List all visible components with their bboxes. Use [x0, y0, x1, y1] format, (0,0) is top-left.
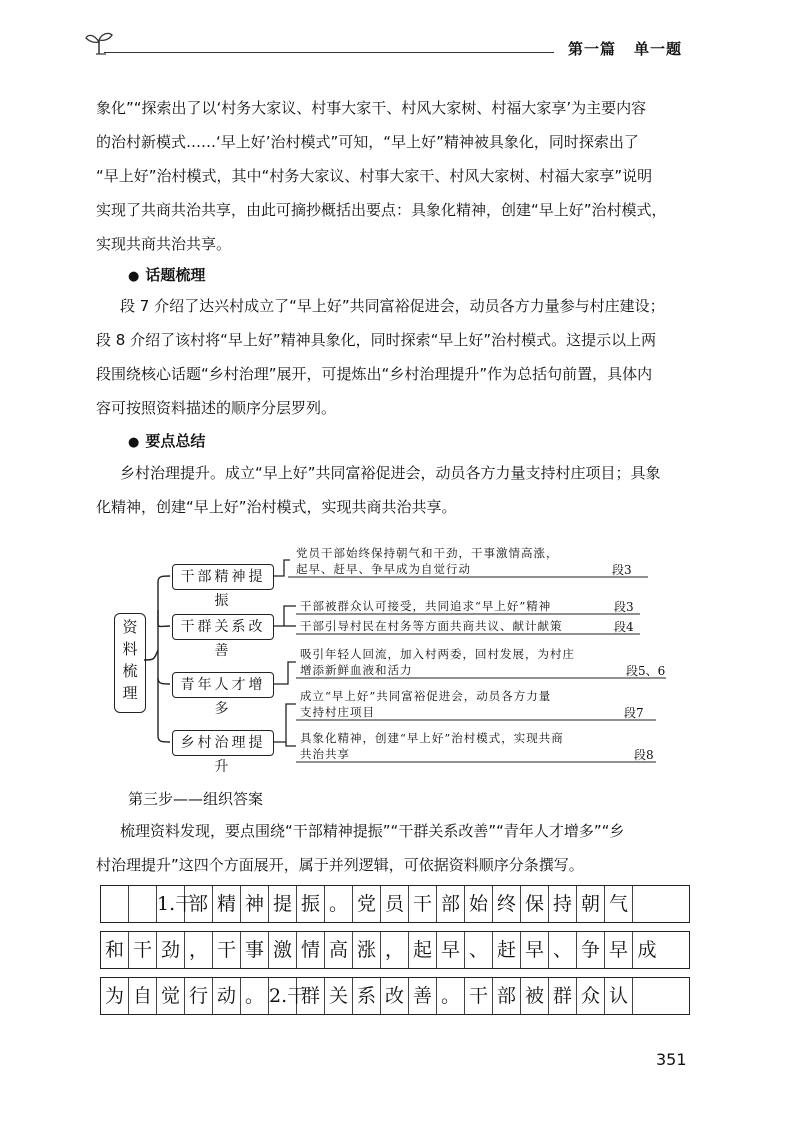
grid-cell: 。 — [437, 978, 465, 1014]
grid-cell: 2.干 — [269, 978, 297, 1014]
mind-map-ref: 段3 — [612, 563, 632, 577]
paragraph-4 — [96, 814, 690, 882]
mind-map-node: 干群关系改善 — [172, 614, 274, 640]
mind-map-leaf — [300, 598, 551, 614]
grid-cell: 终 — [493, 886, 521, 922]
grid-cell: 神 — [241, 886, 269, 922]
paragraph-1 — [96, 91, 690, 261]
text-line: 村治理提升”这四个方面展开，属于并列逻辑，可依据资料顺序分条撰写。 — [96, 856, 584, 874]
mind-map-ref: 段4 — [614, 620, 634, 634]
grid-cell: 始 — [465, 886, 493, 922]
text-line: 容可按照资料描述的顺序分层罗列。 — [96, 399, 337, 417]
leaf-line: 共治共享 — [300, 747, 350, 761]
paragraph-2 — [96, 289, 690, 425]
leaf-line: 增添新鲜血液和活力 — [300, 663, 413, 677]
grid-cell: 早 — [605, 932, 633, 968]
grid-cell: 朝 — [577, 886, 605, 922]
mind-map-root-label: 资料梳理 — [122, 618, 138, 702]
grid-row-3 — [100, 977, 690, 1015]
grid-cell: 涨 — [353, 932, 381, 968]
grid-cell: 提 — [269, 886, 297, 922]
grid-cell — [633, 886, 661, 922]
grid-cell: 、 — [465, 932, 493, 968]
grid-cell: 行 — [185, 978, 213, 1014]
grid-cell: 党 — [353, 886, 381, 922]
leaf-line: 成立“早上好”共同富裕促进会，动员各方力量 — [300, 689, 552, 703]
grid-cell: 员 — [381, 886, 409, 922]
grid-cell: 。 — [325, 886, 353, 922]
text-line: 化精神，创建“早上好”治村模式，实现共商共治共享。 — [96, 498, 457, 516]
grid-cell: 情 — [297, 932, 325, 968]
mind-map — [100, 540, 700, 775]
grid-cell — [129, 886, 157, 922]
grid-cell: 众 — [577, 978, 605, 1014]
grid-cell: 部 — [493, 978, 521, 1014]
text-line: 乡村治理提升。成立“早上好”共同富裕促进会，动员各方力量支持村庄项目；具象 — [120, 464, 661, 482]
leaf-line: 吸引年轻人回流，加入村两委，回村发展，为村庄 — [300, 647, 575, 661]
leaf-line: 具象化精神，创建“早上好”治村模式，实现共商 — [300, 731, 564, 745]
grid-cell: 早 — [521, 932, 549, 968]
mind-map-leaf — [300, 618, 563, 634]
grid-row-2 — [100, 931, 690, 969]
grid-cell: 持 — [549, 886, 577, 922]
grid-cell: 改 — [381, 978, 409, 1014]
mind-map-ref: 段7 — [624, 706, 644, 720]
mind-map-leaf — [300, 646, 575, 678]
grid-cell: 善 — [409, 978, 437, 1014]
mind-map-node: 青年人才增多 — [172, 672, 274, 698]
bullet-heading-summary: ● 要点总结 — [128, 430, 205, 451]
grid-cell — [101, 886, 129, 922]
grid-cell: 精 — [213, 886, 241, 922]
grid-cell: 气 — [605, 886, 633, 922]
text-line: 段 8 介绍了该村将“早上好”精神具象化，同时探索“早上好”治村模式。这提示以上两 — [96, 331, 657, 349]
grid-cell: 。 — [241, 978, 269, 1014]
grid-cell: 1.干 — [157, 886, 185, 922]
text-line: 实现共商共治共享。 — [96, 235, 232, 253]
mind-map-leaf — [300, 688, 551, 720]
text-line: 梳理资料发现，要点围绕“干部精神提振”“干群关系改善”“青年人才增多”“乡 — [120, 822, 625, 840]
bullet-heading-topic: ● 话题梳理 — [128, 264, 205, 285]
grid-cell: 群 — [549, 978, 577, 1014]
grid-cell: 系 — [353, 978, 381, 1014]
text-line: 象化”“探索出了以‘村务大家议、村事大家干、村风大家树、村福大家享’为主要内容 — [96, 99, 647, 117]
grid-cell: 成 — [637, 939, 657, 961]
grid-cell: 部 — [185, 886, 213, 922]
text-line: 的治村新模式……‘早上好’治村模式”可知，“早上好”精神被具象化，同时探索出了 — [96, 133, 639, 151]
grid-cell: 认 — [605, 978, 633, 1014]
grid-cell: 起 — [409, 932, 437, 968]
grid-cell: 觉 — [157, 978, 185, 1014]
grid-cell: 振 — [297, 886, 325, 922]
header-title — [568, 38, 682, 59]
mind-map-root — [114, 613, 146, 713]
header-part: 第一篇 — [568, 40, 617, 58]
grid-cell: 争 — [577, 932, 605, 968]
text-line: 实现了共商共治共享，由此可摘抄概括出要点：具象化精神，创建“早上好”治村模式， — [96, 201, 667, 219]
grid-cell: ， — [185, 932, 213, 968]
grid-cell: 早 — [437, 932, 465, 968]
header-rule — [104, 52, 554, 53]
leaf-line: 干部引导村民在村务等方面共商共议、献计献策 — [300, 619, 563, 633]
grid-cell: 、 — [549, 932, 577, 968]
grid-cell: 劲 — [157, 932, 185, 968]
text-line: 段 7 介绍了达兴村成立了“早上好”共同富裕促进会，动员各方力量参与村庄建设； — [120, 297, 665, 315]
mind-map-ref: 段8 — [634, 748, 654, 762]
text-line: “早上好”治村模式，其中“村务大家议、村事大家干、村风大家树、村福大家享”说明 — [96, 167, 653, 185]
grid-cell: 干 — [409, 886, 437, 922]
mind-map-node: 乡村治理提升 — [172, 730, 274, 756]
grid-row-1 — [100, 885, 690, 923]
grid-cell: 关 — [325, 978, 353, 1014]
grid-cell: 部 — [437, 886, 465, 922]
header-section: 单一题 — [634, 40, 683, 58]
grid-cell: 群 — [297, 978, 325, 1014]
mind-map-node: 干部精神提振 — [172, 564, 274, 590]
leaf-line: 干部被群众认可接受，共同追求“早上好”精神 — [300, 599, 552, 613]
grid-cell: 事 — [241, 932, 269, 968]
text-line: 段围绕核心话题“乡村治理”展开，可提炼出“乡村治理提升”作为总括句前置，具体内 — [96, 365, 653, 383]
grid-cell: 激 — [269, 932, 297, 968]
mind-map-leaf — [296, 545, 559, 577]
grid-cell: 自 — [129, 978, 157, 1014]
leaf-line: 支持村庄项目 — [300, 705, 375, 719]
mind-map-leaf — [300, 730, 564, 762]
grid-cell: 为 — [101, 978, 129, 1014]
mind-map-ref: 段5、6 — [626, 664, 666, 678]
grid-cell: 赶 — [493, 932, 521, 968]
grid-cell: 高 — [325, 932, 353, 968]
leaf-line: 党员干部始终保持朝气和干劲，干事激情高涨， — [296, 546, 559, 560]
grid-cell: 被 — [521, 978, 549, 1014]
grid-cell: 干 — [213, 932, 241, 968]
mind-map-ref: 段3 — [614, 600, 634, 614]
step-title: 第三步——组织答案 — [128, 790, 264, 808]
grid-cell: 和 — [101, 932, 129, 968]
leaf-line: 起早、赶早、争早成为自觉行动 — [296, 562, 471, 576]
page-number: 351 — [656, 1050, 687, 1069]
grid-cell: 干 — [465, 978, 493, 1014]
grid-cell: 动 — [213, 978, 241, 1014]
grid-cell: 干 — [129, 932, 157, 968]
paragraph-3 — [96, 456, 690, 524]
grid-cell: 保 — [521, 886, 549, 922]
grid-cell — [633, 978, 661, 1014]
grid-cell: ， — [381, 932, 409, 968]
